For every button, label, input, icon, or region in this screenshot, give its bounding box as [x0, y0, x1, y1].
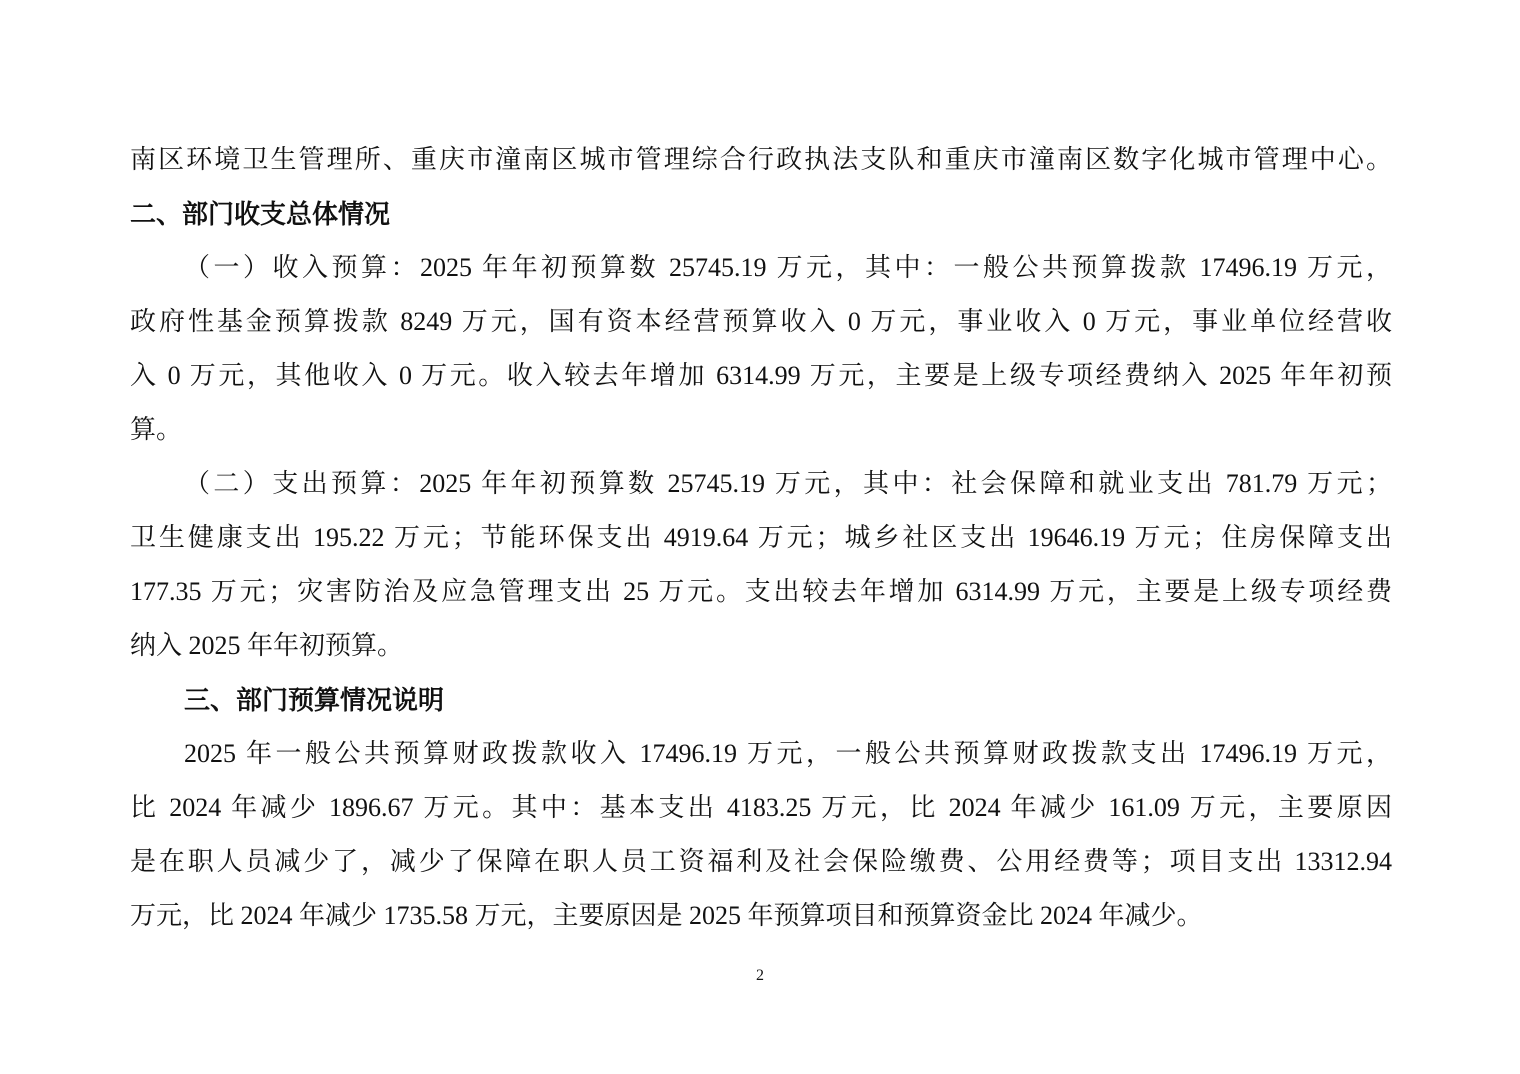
income-budget-line-4: 算。	[130, 415, 183, 444]
explanation-line-4: 万元，比 2024 年减少 1735.58 万元，主要原因是 2025 年预算项目和预算资金比 2024 年减少。	[130, 901, 1203, 930]
income-budget-line-1: （一）收入预算：2025 年年初预算数 25745.19 万元，其中：一般公共预算拨款 17496.19 万元，	[184, 253, 1392, 282]
expenditure-budget-line-1: （二）支出预算：2025 年年初预算数 25745.19 万元，其中：社会保障和就业支出 781.79 万元；	[184, 469, 1392, 498]
income-budget-line-2: 政府性基金预算拨款 8249 万元，国有资本经营预算收入 0 万元，事业收入 0 万元，事业单位经营收	[130, 307, 1392, 336]
expenditure-budget-line-3: 177.35 万元；灾害防治及应急管理支出 25 万元。支出较去年增加 6314.99 万元，主要是上级专项经费	[130, 577, 1392, 606]
section-heading-budget-overview: 二、部门收支总体情况	[130, 199, 391, 229]
expenditure-budget-line-4: 纳入 2025 年年初预算。	[130, 631, 404, 660]
paragraph-continuation-line: 南区环境卫生管理所、重庆市潼南区城市管理综合行政执法支队和重庆市潼南区数字化城市管理中心。	[130, 145, 1392, 174]
income-budget-line-3: 入 0 万元，其他收入 0 万元。收入较去年增加 6314.99 万元，主要是上级专项经费纳入 2025 年年初预	[130, 361, 1392, 390]
section-heading-budget-explanation: 三、部门预算情况说明	[184, 685, 445, 715]
expenditure-budget-line-2: 卫生健康支出 195.22 万元；节能环保支出 4919.64 万元；城乡社区支出 19646.19 万元；住房保障支出	[130, 523, 1392, 552]
explanation-line-2: 比 2024 年减少 1896.67 万元。其中：基本支出 4183.25 万元，比 2024 年减少 161.09 万元，主要原因	[130, 793, 1392, 822]
explanation-line-3: 是在职人员减少了，减少了保障在职人员工资福利及社会保险缴费、公用经费等；项目支出 13312.94	[130, 847, 1392, 876]
explanation-line-1: 2025 年一般公共预算财政拨款收入 17496.19 万元，一般公共预算财政拨款支出 17496.19 万元，	[184, 739, 1392, 768]
page-number: 2	[756, 967, 764, 984]
